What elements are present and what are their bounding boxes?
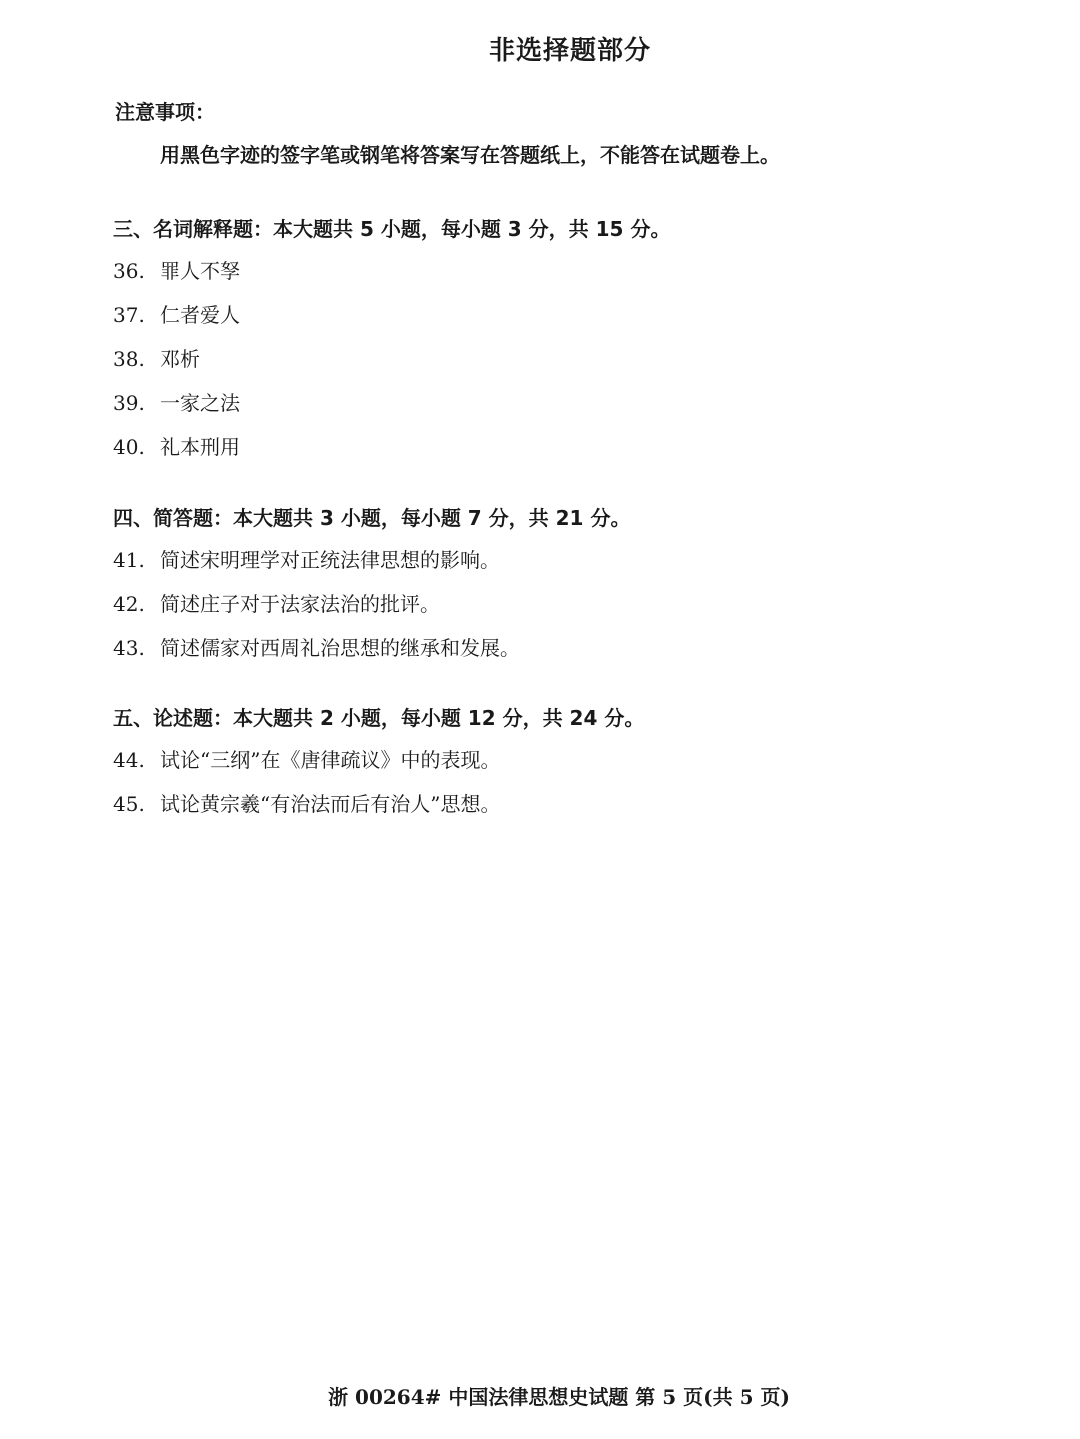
question-number: 38. <box>113 347 145 371</box>
section-heading: 五、论述题：本大题共 2 小题，每小题 12 分，共 24 分。 <box>113 706 645 730</box>
question-text: 简述宋明理学对正统法律思想的影响。 <box>160 548 500 572</box>
question-item <box>113 300 670 344</box>
section-essay <box>113 703 644 833</box>
question-number: 40. <box>113 435 145 459</box>
question-number: 45. <box>113 792 145 816</box>
question-text: 仁者爱人 <box>160 303 240 327</box>
question-number: 41. <box>113 548 145 572</box>
question-item <box>113 432 670 476</box>
question-text: 简述儒家对西周礼治思想的继承和发展。 <box>160 636 520 660</box>
section-heading: 三、名词解释题：本大题共 5 小题，每小题 3 分，共 15 分。 <box>113 217 671 241</box>
question-text: 礼本刑用 <box>160 435 240 459</box>
notice-heading: 注意事项： <box>115 100 215 124</box>
section-short-answer <box>113 503 630 677</box>
question-item <box>113 589 630 633</box>
notice-text: 用黑色字迹的签字笔或钢笔将答案写在答题纸上，不能答在试题卷上。 <box>160 143 780 167</box>
question-text: 罪人不孥 <box>160 259 240 283</box>
question-item <box>113 545 630 589</box>
section-heading: 四、简答题：本大题共 3 小题，每小题 7 分，共 21 分。 <box>113 506 631 530</box>
question-item <box>113 745 644 789</box>
question-text: 试论黄宗羲“有治法而后有治人”思想。 <box>160 792 501 816</box>
question-number: 44. <box>113 748 145 772</box>
question-item <box>113 633 630 677</box>
question-number: 42. <box>113 592 145 616</box>
question-text: 邓析 <box>160 347 200 371</box>
question-number: 43. <box>113 636 145 660</box>
question-item <box>113 388 670 432</box>
page-footer: 浙 00264# 中国法律思想史试题 第 5 页(共 5 页) <box>328 1385 790 1409</box>
question-item <box>113 789 644 833</box>
question-number: 39. <box>113 391 145 415</box>
question-text: 一家之法 <box>160 391 240 415</box>
section-term-explanation <box>113 214 670 476</box>
question-number: 36. <box>113 259 145 283</box>
question-text: 试论“三纲”在《唐律疏议》中的表现。 <box>160 748 501 772</box>
question-item <box>113 256 670 300</box>
question-number: 37. <box>113 303 145 327</box>
page-title: 非选择题部分 <box>488 36 651 66</box>
question-text: 简述庄子对于法家法治的批评。 <box>160 592 440 616</box>
question-item <box>113 344 670 388</box>
